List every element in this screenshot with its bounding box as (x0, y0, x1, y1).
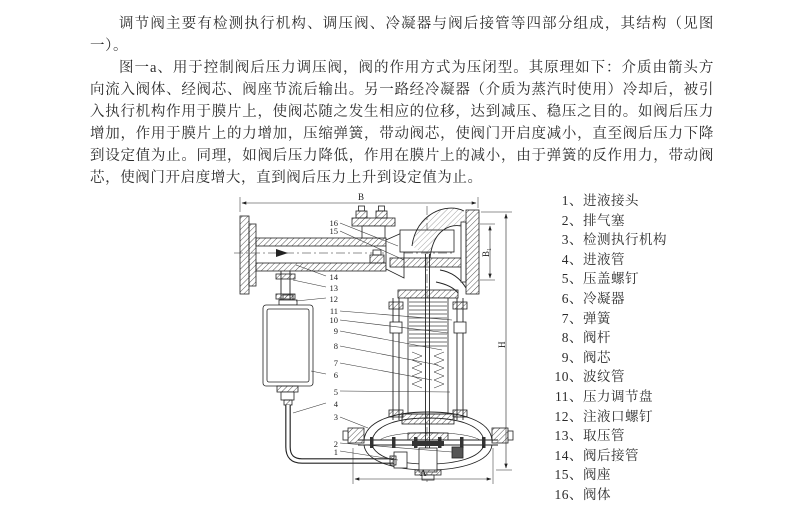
part-name: 弹簧 (583, 310, 611, 326)
callout-3: 3 (333, 412, 338, 422)
dim-label-H: H (497, 341, 507, 348)
legend-item-7 (552, 309, 667, 329)
intro-paragraph: 调节阀主要有检测执行机构、调压阀、冷凝器与阀后接管等四部分组成，其结构（见图一）。 (90, 16, 714, 54)
part-number: 1 (561, 193, 569, 208)
part-number: 2 (561, 212, 569, 228)
feed-tube (288, 405, 397, 461)
part-name: 阀体 (583, 486, 611, 502)
list-separator: 、 (569, 447, 583, 463)
legend-item-12 (552, 407, 667, 427)
part-name: 进液管 (583, 251, 625, 267)
part-name: 阀芯 (583, 349, 611, 365)
callout-9: 9 (333, 326, 338, 336)
part-name: 压力调节盘 (583, 388, 653, 404)
list-separator: 、 (569, 271, 583, 287)
legend-item-5 (552, 269, 667, 289)
part-number: 16 (554, 486, 569, 502)
callout-4: 4 (333, 399, 338, 409)
list-separator: 、 (569, 251, 583, 267)
part-number: 7 (561, 310, 569, 326)
legend-item-1 (552, 191, 667, 211)
part-number: 14 (554, 447, 569, 463)
callout-7: 7 (333, 358, 338, 368)
callout-14: 14 (329, 272, 338, 282)
list-separator: 、 (569, 408, 583, 424)
list-separator: 、 (569, 193, 583, 208)
legend-item-14 (552, 446, 667, 466)
top-bracket (352, 206, 395, 238)
legend-item-6 (552, 289, 667, 309)
dimension-flange-B1 (480, 224, 495, 280)
legend-item-15 (552, 465, 667, 485)
list-separator: 、 (569, 232, 583, 248)
list-separator: 、 (569, 310, 583, 326)
part-name: 排气塞 (583, 212, 625, 228)
part-name: 阀杆 (583, 330, 611, 346)
flow-arrow (276, 249, 288, 257)
callout-2: 2 (333, 439, 338, 449)
callout-1: 1 (333, 447, 338, 457)
part-number: 10 (554, 369, 569, 385)
part-name: 冷凝器 (583, 290, 625, 306)
principle-paragraph: 图一a、用于控制阀后压力调压阀，阀的作用方式为压闭型。其原理如下：介质由箭头方向流入阀体、经阀芯、阀座节流后输出。另一路经冷凝器（介质为蒸汽时使用）冷却后，被引入执行机构作用于膜片上，使阀芯随之发生相应的位移，达到减压、稳压之目的。如阀后压力增加，作用于膜片上的力增加，压缩弹簧，带动阀芯，使阀门开启度减小，直至阀后压力下降到设定值为止。同理，如阀后压力降低，作用在膜片上的减小，由于弹簧的反作用力，带动阀芯，使阀门开启度增大，直到阀后压力上升到设定值为止。 (90, 60, 714, 186)
part-number: 13 (554, 428, 569, 444)
legend-item-3 (552, 230, 667, 250)
valve-cross-section-diagram (228, 188, 520, 500)
part-number: 3 (561, 232, 569, 248)
list-separator: 、 (569, 428, 583, 444)
part-number: 11 (555, 388, 569, 404)
legend-item-13 (552, 426, 667, 446)
part-name: 阀座 (583, 467, 611, 483)
list-separator: 、 (569, 388, 583, 404)
part-name: 进液接头 (583, 193, 639, 208)
legend-item-2 (552, 211, 667, 231)
part-name: 取压管 (583, 428, 625, 444)
part-number: 12 (554, 408, 569, 424)
part-number: 4 (561, 251, 569, 267)
callout-5: 5 (333, 387, 338, 397)
part-name: 压盖螺钉 (583, 271, 639, 287)
part-name: 注液口螺钉 (583, 408, 653, 424)
part-number: 6 (561, 290, 569, 306)
callout-11: 11 (329, 306, 338, 316)
list-separator: 、 (569, 467, 583, 483)
callout-12: 12 (329, 294, 338, 304)
dim-label-A: A (420, 468, 427, 478)
legend-item-11 (552, 387, 667, 407)
list-separator: 、 (569, 486, 583, 502)
part-name: 阀后接管 (583, 447, 639, 463)
legend-item-8 (552, 328, 667, 348)
dim-label-B: B (358, 192, 365, 202)
callout-10: 10 (329, 315, 338, 325)
list-separator: 、 (569, 369, 583, 385)
condenser (263, 295, 313, 405)
parts-legend (552, 191, 667, 505)
list-separator: 、 (569, 212, 583, 228)
vent-plug (452, 447, 463, 458)
dim-label-B1: B₁ (481, 247, 491, 257)
callout-13: 13 (329, 283, 338, 293)
list-separator: 、 (569, 349, 583, 365)
part-number: 9 (561, 349, 569, 365)
part-number: 5 (561, 271, 569, 287)
list-separator: 、 (569, 330, 583, 346)
callout-6: 6 (333, 370, 338, 380)
callout-8: 8 (333, 341, 338, 351)
right-flange (461, 210, 479, 294)
legend-item-4 (552, 250, 667, 270)
list-separator: 、 (569, 290, 583, 306)
body-text (90, 13, 714, 189)
part-name: 波纹管 (583, 369, 625, 385)
legend-item-16 (552, 485, 667, 505)
legend-item-10 (552, 367, 667, 387)
legend-item-9 (552, 348, 667, 368)
part-name: 检测执行机构 (583, 232, 667, 248)
figure-1a (228, 188, 520, 500)
callout-16: 16 (329, 218, 338, 228)
part-number: 8 (561, 330, 569, 346)
left-flange (240, 216, 256, 294)
part-number: 15 (554, 467, 569, 483)
callout-15: 15 (329, 226, 338, 236)
